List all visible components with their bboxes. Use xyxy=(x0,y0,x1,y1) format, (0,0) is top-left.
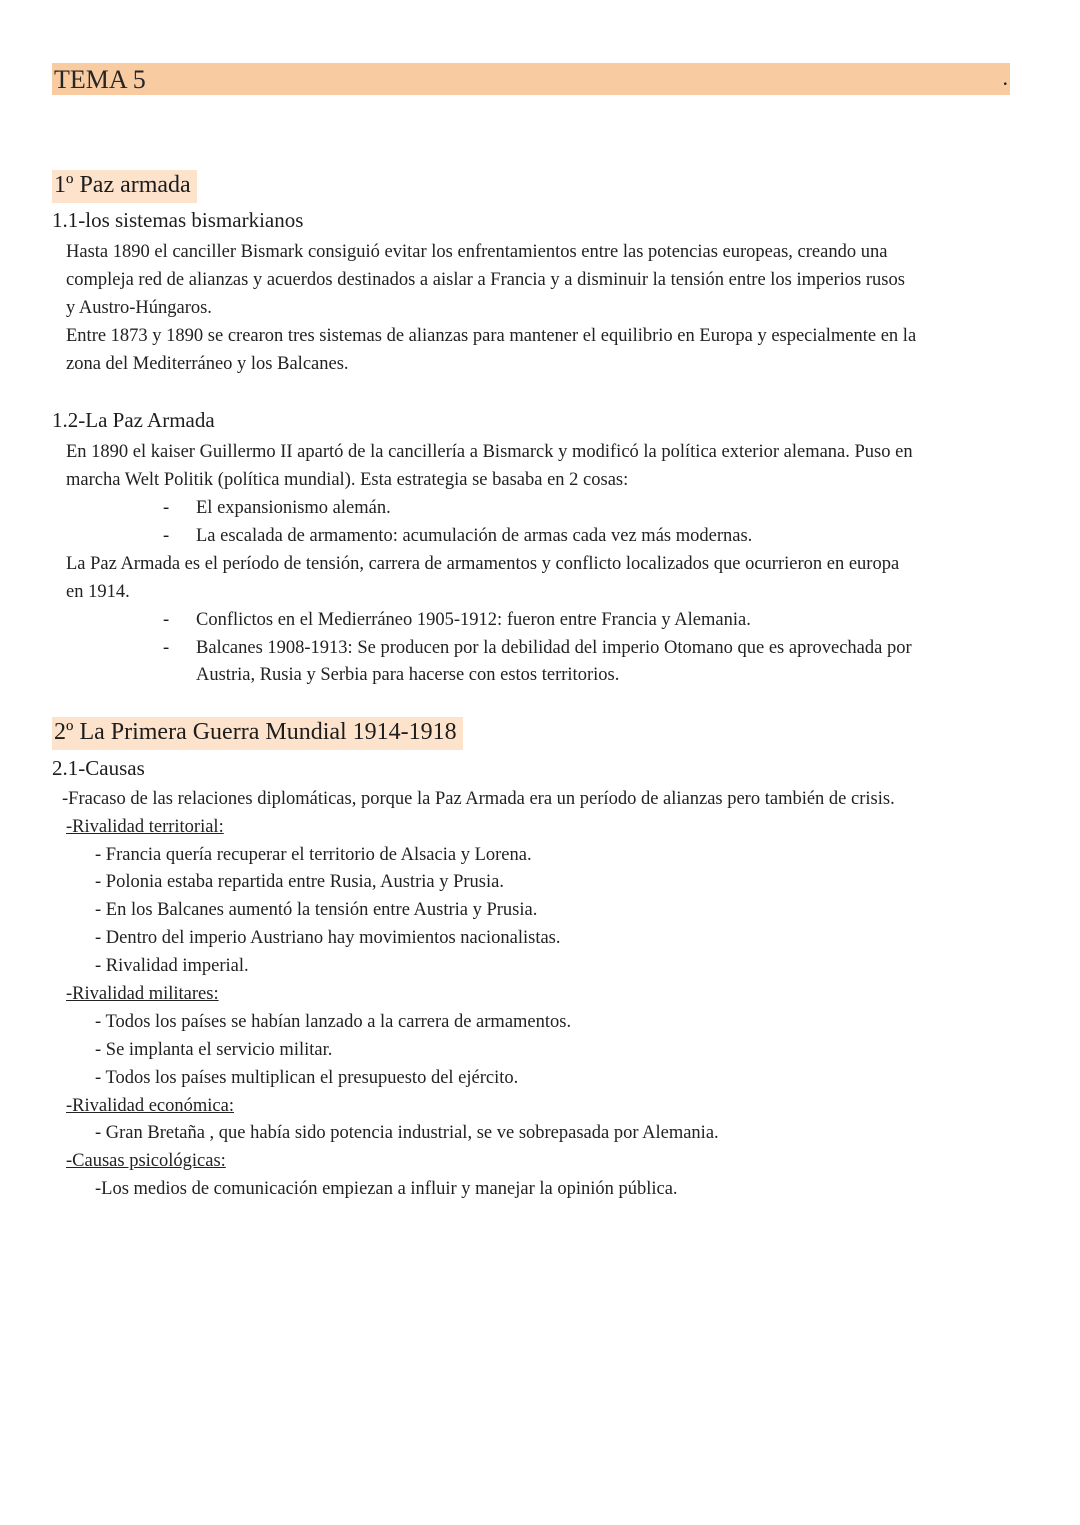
list-item: - Dentro del imperio Austriano hay movimientos nacionalistas. xyxy=(95,928,561,948)
list-item: - Se implanta el servicio militar. xyxy=(95,1040,333,1060)
list-item: Conflictos en el Medierráneo 1905-1912: fueron entre Francia y Alemania. xyxy=(196,610,751,630)
page-title: TEMA 5 xyxy=(54,65,146,94)
bullet-dash: - xyxy=(163,638,170,658)
list-item-continuation: Austria, Rusia y Serbia para hacerse con estos territorios. xyxy=(196,665,620,685)
section2-heading: 2º La Primera Guerra Mundial 1914-1918 xyxy=(52,717,463,750)
list-item: - Todos los países multiplican el presupuesto del ejército. xyxy=(95,1068,519,1088)
causes-intro: -Fracaso de las relaciones diplomáticas, porque la Paz Armada era un período de alianzas pero también de crisis. xyxy=(62,789,895,809)
bullet-dash: - xyxy=(163,610,170,630)
bullet-dash: - xyxy=(163,526,170,546)
list-item: -Los medios de comunicación empiezan a influir y manejar la opinión pública. xyxy=(95,1179,678,1199)
list-item: - Todos los países se habían lanzado a la carrera de armamentos. xyxy=(95,1012,572,1032)
militar-label: -Rivalidad militares: xyxy=(66,984,219,1004)
list-item: - En los Balcanes aumentó la tensión entre Austria y Prusia. xyxy=(95,900,538,920)
section1-2-intro-line: En 1890 el kaiser Guillermo II apartó de la cancillería a Bismarck y modificó la política exterior alemana. Puso en xyxy=(66,442,913,462)
economica-label: -Rivalidad económica: xyxy=(66,1096,234,1116)
section2-1-heading: 2.1-Causas xyxy=(52,756,145,780)
section1-2-heading: 1.2-La Paz Armada xyxy=(52,408,215,432)
section1-1-line: compleja red de alianzas y acuerdos destinados a aislar a Francia y a disminuir la tensión entre los imperios rusos xyxy=(66,270,905,290)
territorial-label: -Rivalidad territorial: xyxy=(66,817,224,837)
list-item: El expansionismo alemán. xyxy=(196,498,391,518)
list-item: - Rivalidad imperial. xyxy=(95,956,249,976)
bullet-dash: - xyxy=(163,498,170,518)
section1-2-para-line: en 1914. xyxy=(66,582,130,602)
section1-heading: 1º Paz armada xyxy=(52,170,197,203)
list-item: - Polonia estaba repartida entre Rusia, Austria y Prusia. xyxy=(95,872,504,892)
section1-2-intro-line: marcha Welt Politik (política mundial). Esta estrategia se basaba en 2 cosas: xyxy=(66,470,629,490)
section1-1-heading: 1.1-los sistemas bismarkianos xyxy=(52,208,304,232)
list-item: - Francia quería recuperar el territorio de Alsacia y Lorena. xyxy=(95,845,532,865)
section1-1-line: Hasta 1890 el canciller Bismark consiguió evitar los enfrentamientos entre las potencias europeas, creando una xyxy=(66,242,888,262)
title-bar xyxy=(52,63,1010,95)
list-item: Balcanes 1908-1913: Se producen por la debilidad del imperio Otomano que es aprovechada por xyxy=(196,638,912,658)
section1-1-line: zona del Mediterráneo y los Balcanes. xyxy=(66,354,349,374)
list-item: La escalada de armamento: acumulación de armas cada vez más modernas. xyxy=(196,526,753,546)
title-trailing-dot: . xyxy=(1002,65,1008,90)
section1-1-line: Entre 1873 y 1890 se crearon tres sistemas de alianzas para mantener el equilibrio en Europa y especialmente en la xyxy=(66,326,917,346)
psicologica-label: -Causas psicológicas: xyxy=(66,1151,226,1171)
section1-1-line: y Austro-Húngaros. xyxy=(66,298,212,318)
section1-2-para-line: La Paz Armada es el período de tensión, carrera de armamentos y conflicto localizados que ocurrieron en europa xyxy=(66,554,900,574)
list-item: - Gran Bretaña , que había sido potencia industrial, se ve sobrepasada por Alemania. xyxy=(95,1123,719,1143)
